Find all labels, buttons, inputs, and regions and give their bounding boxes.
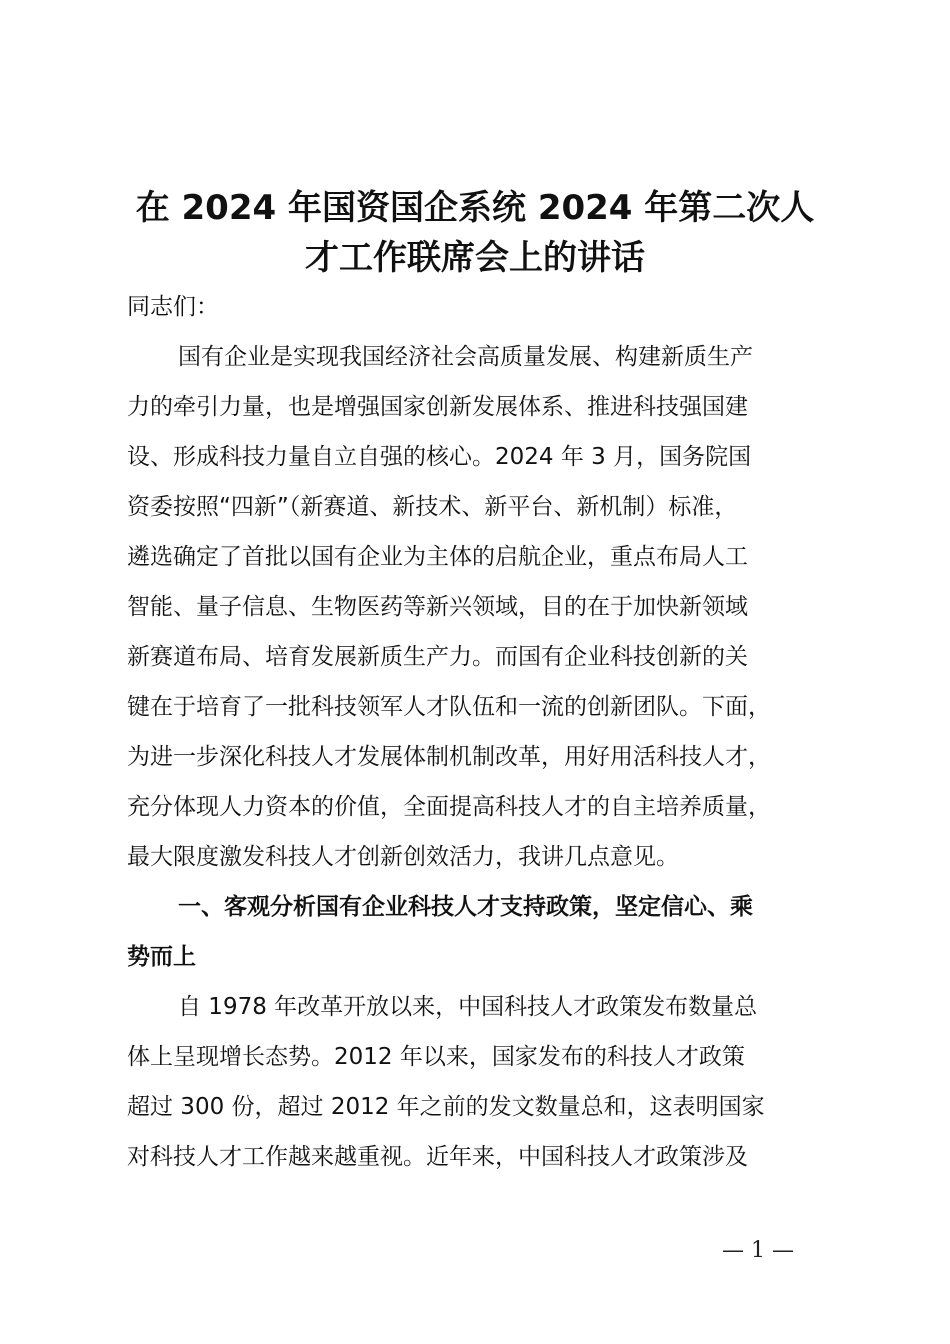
paragraph-1 [127,332,862,882]
salutation: 同志们： [127,294,219,320]
paragraph-line: 新赛道布局、培育发展新质生产力。而国有企业科技创新的关 [127,644,748,670]
paragraph-line: 智能、量子信息、生物医药等新兴领域，目的在于加快新领域 [127,594,748,620]
title-line: 才工作联席会上的讲话 [305,238,645,278]
paragraph-line: 国有企业是实现我国经济社会高质量发展、构建新质生产 [178,344,753,370]
paragraph-line: 键在于培育了一批科技领军人才队伍和一流的创新团队。下面， [127,694,771,720]
paragraph-line: 自 1978 年改革开放以来，中国科技人才政策发布数量总 [178,994,758,1020]
document-body [127,282,862,1182]
paragraph-line: 体上呈现增长态势。2012 年以来，国家发布的科技人才政策 [127,1044,745,1070]
title-line: 在 2024 年国资国企系统 2024 年第二次人 [135,188,815,228]
paragraph-line: 设、形成科技力量自立自强的核心。2024 年 3 月，国务院国 [127,444,752,470]
paragraph-line: 对科技人才工作越来越重视。近年来，中国科技人才政策涉及 [127,1144,748,1170]
paragraph-line: 遴选确定了首批以国有企业为主体的启航企业，重点布局人工 [127,544,748,570]
paragraph-line: 最大限度激发科技人才创新创效活力，我讲几点意见。 [127,844,679,870]
paragraph-line: 资委按照“四新”（新赛道、新技术、新平台、新机制）标准， [127,494,738,520]
paragraph-line: 为进一步深化科技人才发展体制机制改革，用好用活科技人才， [127,744,771,770]
heading-line: 势而上 [127,944,196,970]
paragraph-line: 力的牵引力量，也是增强国家创新发展体系、推进科技强国建 [127,394,748,420]
paragraph-line: 超过 300 份，超过 2012 年之前的发文数量总和，这表明国家 [127,1094,765,1120]
paragraph-line: 充分体现人力资本的价值，全面提高科技人才的自主培养质量， [127,794,771,820]
page-number: — 1 — [722,1238,794,1263]
section-heading-1 [127,882,862,982]
heading-line: 一、客观分析国有企业科技人才支持政策，坚定信心、乘 [178,894,753,920]
document-title [110,183,840,283]
paragraph-2 [127,982,862,1182]
